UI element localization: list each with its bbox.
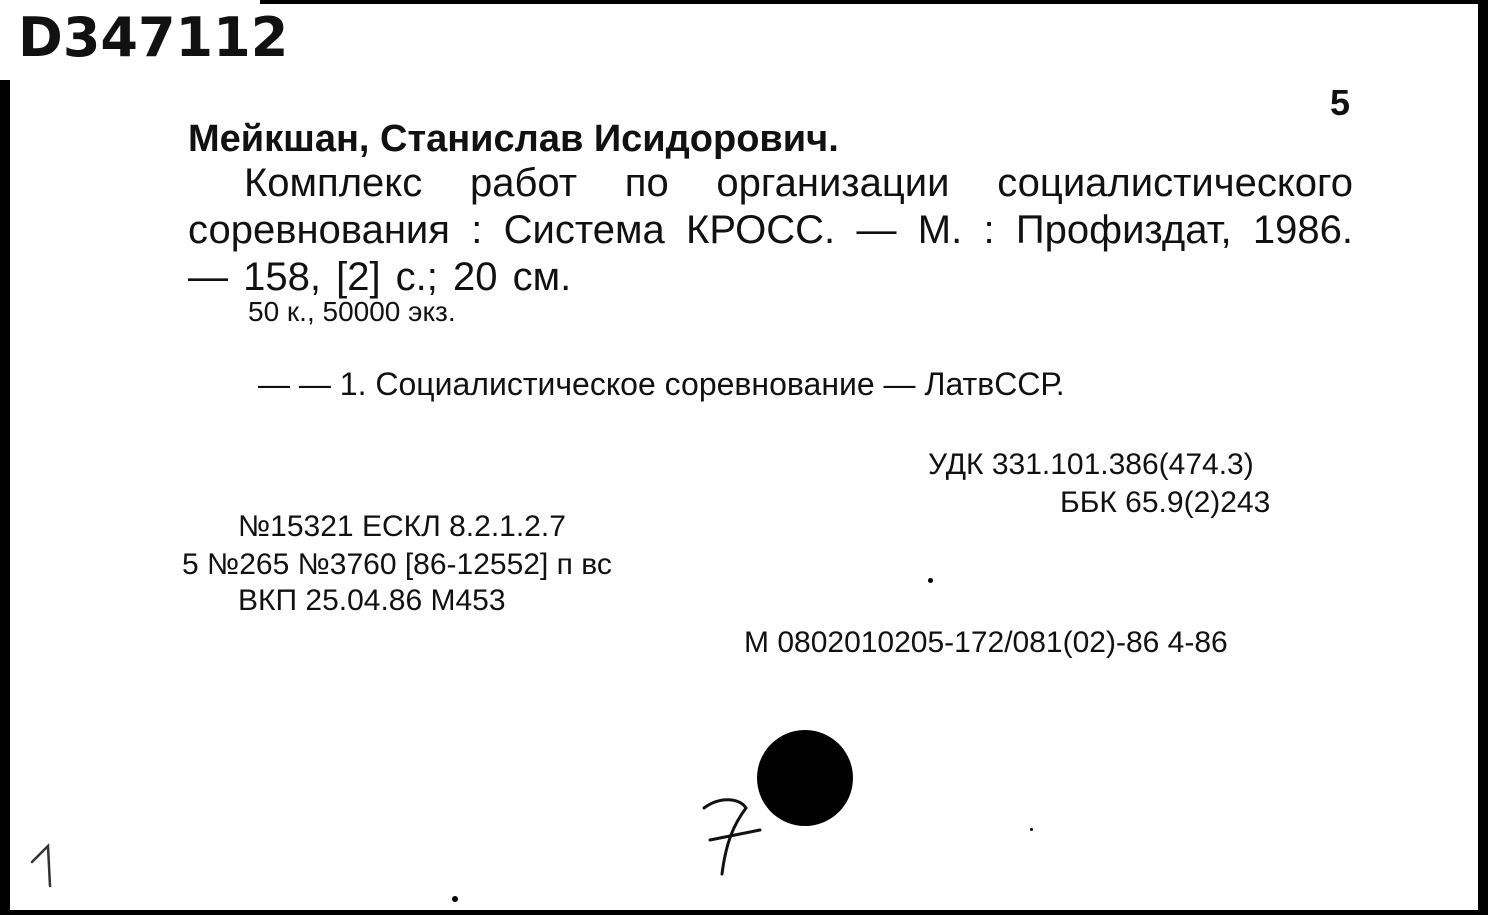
- card-border-left: [0, 80, 10, 915]
- bbk-index: ББК 65.9(2)243: [1060, 486, 1271, 519]
- card-border-right: [1478, 0, 1488, 915]
- author-heading: Мейкшан, Станислав Исидорович.: [188, 118, 839, 160]
- speck: [452, 896, 458, 902]
- udk-index: УДК 331.101.386(474.3): [928, 448, 1254, 481]
- registration-line: №15321 ЕСКЛ 8.2.1.2.7: [238, 510, 566, 543]
- page-number: 5: [1330, 82, 1351, 123]
- publisher-code: М 0802010205-172/081(02)-86 4-86: [744, 626, 1228, 659]
- registration-line: 5 №265 №3760 [86-12552] п вс: [182, 548, 612, 581]
- card-border-bottom: [0, 910, 1488, 915]
- price-and-print-run: 50 к., 50000 экз.: [248, 296, 456, 327]
- subject-heading: — — 1. Социалистическое соревнование — ЛатвССР.: [258, 366, 1065, 402]
- card-border-top: [260, 0, 1488, 4]
- inventory-stamp: D347112: [18, 6, 289, 69]
- speck: [928, 578, 933, 583]
- bibliographic-description: Комплекс работ по организации социалистического соревнования : Система КРОСС. — М. : Профиздат, 1986. — 158, [2] с.; 20 см.: [188, 161, 1353, 299]
- registration-line: ВКП 25.04.86 М453: [238, 584, 506, 617]
- handwritten-seven-mark: [700, 790, 780, 880]
- speck: [1030, 828, 1033, 831]
- handwritten-one-mark: [26, 840, 66, 890]
